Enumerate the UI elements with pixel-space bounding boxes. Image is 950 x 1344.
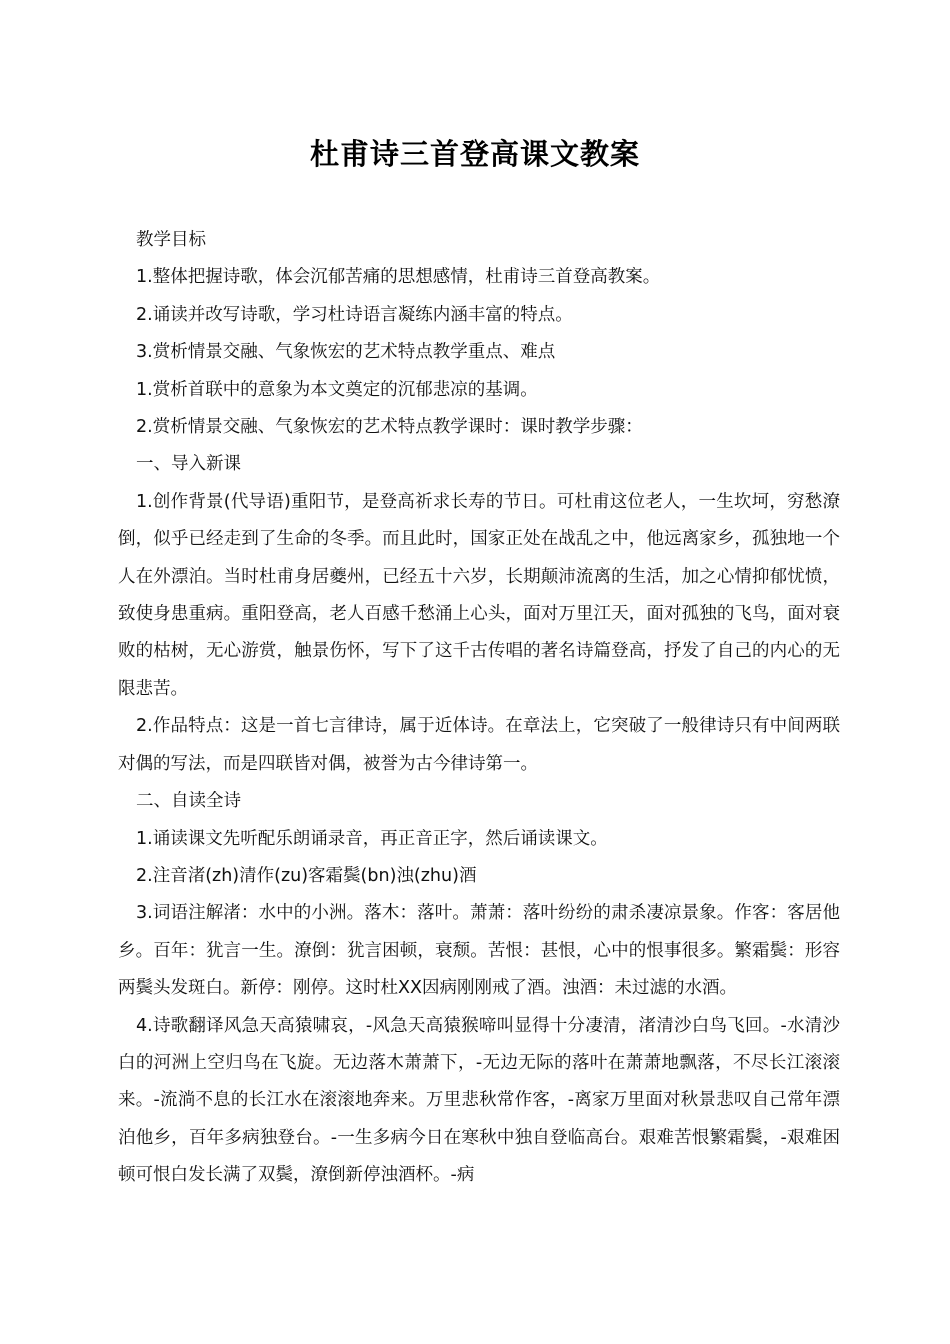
body-paragraph: 2.作品特点：这是一首七言律诗，属于近体诗。在章法上，它突破了一般律诗只有中间两联对偶的写法，而是四联皆对偶，被誉为古今律诗第一。 xyxy=(118,716,840,774)
document-body xyxy=(118,222,840,1195)
body-paragraph: 3.词语注解渚：水中的小洲。落木：落叶。萧萧：落叶纷纷的肃杀凄凉景象。作客：客居他乡。百年：犹言一生。潦倒：犹言困顿，衰颓。苦恨：甚恨，心中的恨事很多。繁霜鬓：形容两鬓头发斑白。新停：刚停。这时杜XX因病刚刚戒了酒。浊酒：未过滤的水酒。 xyxy=(118,903,840,999)
body-paragraph: 1.诵读课文先听配乐朗诵录音，再正音正字，然后诵读课文。 xyxy=(136,828,608,849)
body-paragraph: 2.注音渚(zh)清作(zu)客霜鬓(bn)浊(zhu)酒 xyxy=(136,865,477,886)
key-point-item: 2.赏析情景交融、气象恢宏的艺术特点教学课时：课时教学步骤： xyxy=(136,417,643,438)
body-paragraph: 4.诗歌翻译风急天高猿啸哀，-风急天高猿猴啼叫显得十分凄清，渚清沙白鸟飞回。-水清沙白的河洲上空归鸟在飞旋。无边落木萧萧下，-无边无际的落叶在萧萧地飘落，不尽长江滚滚来。-流淌不息的长江水在滚滚地奔来。万里悲秋常作客，-离家万里面对秋景悲叹自己常年漂泊他乡，百年多病独登台。-一生多病今日在寒秋中独自登临高台。艰难苦恨繁霜鬓，-艰难困顿可恨白发长满了双鬓，潦倒新停浊酒杯。-病 xyxy=(118,1015,840,1186)
key-point-item: 1.赏析首联中的意象为本文奠定的沉郁悲凉的基调。 xyxy=(136,379,538,400)
section-heading-reading: 二、自读全诗 xyxy=(136,791,241,812)
objective-item: 3.赏析情景交融、气象恢宏的艺术特点教学重点、难点 xyxy=(136,342,556,363)
body-paragraph: 1.创作背景(代导语)重阳节，是登高祈求长寿的节日。可杜甫这位老人，一生坎坷，穷愁潦倒，似乎已经走到了生命的冬季。而且此时，国家正处在战乱之中，他远离家乡，孤独地一个人在外漂泊。当时杜甫身居夔州，已经五十六岁，长期颠沛流离的生活，加之心情抑郁忧愤，致使身患重病。重阳登高，老人百感千愁涌上心头，面对万里江天，面对孤独的飞鸟，面对衰败的枯树，无心游赏，触景伤怀，写下了这千古传唱的著名诗篇登高，抒发了自己的内心的无限悲苦。 xyxy=(118,491,840,699)
section-heading-intro: 一、导入新课 xyxy=(136,454,241,475)
objective-item: 2.诵读并改写诗歌，学习杜诗语言凝练内涵丰富的特点。 xyxy=(136,304,573,325)
section-heading-objectives: 教学目标 xyxy=(136,230,206,250)
document-title: 杜甫诗三首登高课文教案 xyxy=(309,137,640,171)
objective-item: 1.整体把握诗歌，体会沉郁苦痛的思想感情，杜甫诗三首登高教案。 xyxy=(136,267,661,288)
